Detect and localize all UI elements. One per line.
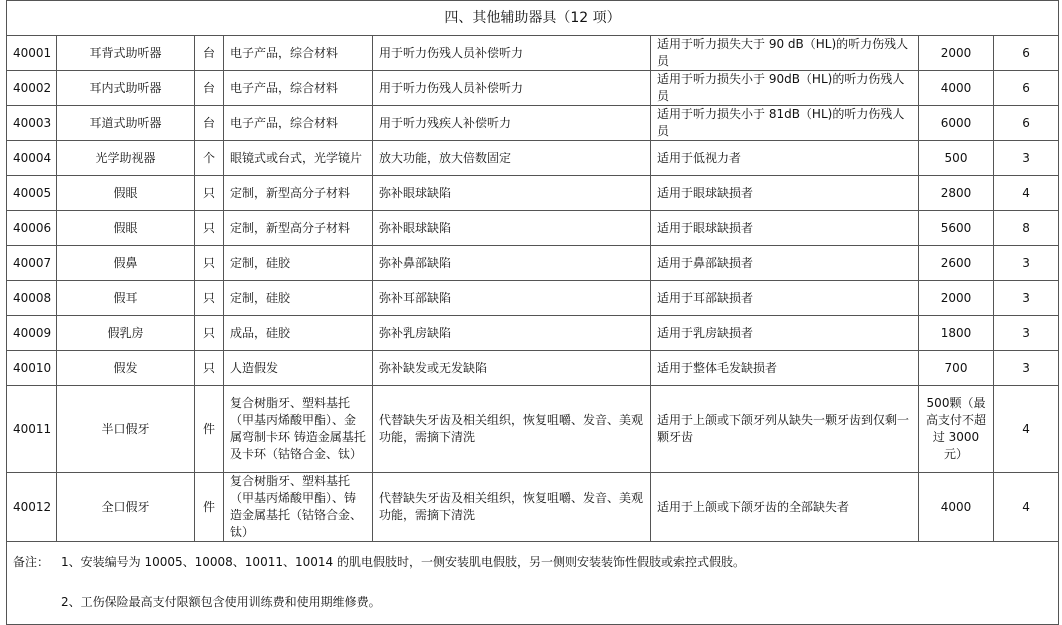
cell-price: 5600 — [919, 211, 994, 246]
table-row — [7, 281, 1059, 316]
cell-function: 用于听力伤残人员补偿听力 — [373, 36, 651, 71]
cell-scope: 适用于乳房缺损者 — [651, 316, 919, 351]
note-line-2 — [13, 594, 1052, 611]
cell-scope: 适用于整体毛发缺损者 — [651, 351, 919, 386]
table-row — [7, 141, 1059, 176]
cell-years: 6 — [994, 36, 1059, 71]
cell-years: 8 — [994, 211, 1059, 246]
cell-years: 6 — [994, 71, 1059, 106]
note-line-1 — [13, 554, 1052, 594]
note-1-text: 1、安装编号为 10005、10008、10011、10014 的肌电假肢时，一侧安装肌电假肢，另一侧则安装装饰性假肢或索控式假肢。 — [61, 555, 745, 569]
cell-material: 电子产品，综合材料 — [224, 71, 373, 106]
table-row — [7, 71, 1059, 106]
cell-function: 代替缺失牙齿及相关组织，恢复咀嚼、发音、美观功能，需摘下清洗 — [373, 386, 651, 473]
cell-code: 40001 — [7, 36, 57, 71]
cell-scope: 适用于上颌或下颌牙齿的全部缺失者 — [651, 473, 919, 542]
cell-scope: 适用于听力损失小于 90dB（HL)的听力伤残人员 — [651, 71, 919, 106]
cell-unit: 件 — [195, 386, 224, 473]
table-row — [7, 211, 1059, 246]
cell-name: 耳背式助听器 — [57, 36, 195, 71]
cell-years: 3 — [994, 316, 1059, 351]
cell-scope: 适用于听力损失大于 90 dB（HL)的听力伤残人员 — [651, 36, 919, 71]
cell-years: 4 — [994, 473, 1059, 542]
cell-name: 假耳 — [57, 281, 195, 316]
cell-name: 假乳房 — [57, 316, 195, 351]
cell-name: 半口假牙 — [57, 386, 195, 473]
cell-code: 40007 — [7, 246, 57, 281]
cell-years: 4 — [994, 176, 1059, 211]
cell-unit: 只 — [195, 281, 224, 316]
cell-material: 定制，新型高分子材料 — [224, 211, 373, 246]
cell-name: 假发 — [57, 351, 195, 386]
cell-price: 2800 — [919, 176, 994, 211]
cell-material: 定制，新型高分子材料 — [224, 176, 373, 211]
cell-name: 全口假牙 — [57, 473, 195, 542]
cell-unit: 台 — [195, 36, 224, 71]
table-row — [7, 351, 1059, 386]
cell-function: 代替缺失牙齿及相关组织，恢复咀嚼、发音、美观功能，需摘下清洗 — [373, 473, 651, 542]
cell-code: 40003 — [7, 106, 57, 141]
cell-unit: 件 — [195, 473, 224, 542]
cell-unit: 台 — [195, 106, 224, 141]
cell-scope: 适用于低视力者 — [651, 141, 919, 176]
cell-scope: 适用于眼球缺损者 — [651, 176, 919, 211]
table-row — [7, 316, 1059, 351]
cell-code: 40006 — [7, 211, 57, 246]
table-row — [7, 106, 1059, 141]
cell-scope: 适用于耳部缺损者 — [651, 281, 919, 316]
cell-name: 假眼 — [57, 211, 195, 246]
cell-price: 1800 — [919, 316, 994, 351]
cell-code: 40012 — [7, 473, 57, 542]
notes-row — [7, 542, 1059, 625]
table-row — [7, 473, 1059, 542]
table-row — [7, 386, 1059, 473]
cell-name: 耳内式助听器 — [57, 71, 195, 106]
cell-price: 2000 — [919, 36, 994, 71]
cell-years: 3 — [994, 141, 1059, 176]
cell-material: 复合树脂牙、塑料基托（甲基丙烯酸甲酯）、铸造金属基托（钴铬合金、钛） — [224, 473, 373, 542]
cell-price: 500颗（最高支付不超过 3000元） — [919, 386, 994, 473]
cell-function: 弥补缺发或无发缺陷 — [373, 351, 651, 386]
notes-label: 备注： — [13, 555, 50, 569]
cell-code: 40008 — [7, 281, 57, 316]
cell-material: 眼镜式或台式，光学镜片 — [224, 141, 373, 176]
cell-code: 40011 — [7, 386, 57, 473]
cell-unit: 只 — [195, 316, 224, 351]
cell-name: 光学助视器 — [57, 141, 195, 176]
cell-material: 定制，硅胶 — [224, 281, 373, 316]
cell-scope: 适用于上颌或下颌牙列从缺失一颗牙齿到仅剩一颗牙齿 — [651, 386, 919, 473]
cell-unit: 只 — [195, 211, 224, 246]
cell-name: 耳道式助听器 — [57, 106, 195, 141]
cell-function: 放大功能，放大倍数固定 — [373, 141, 651, 176]
cell-scope: 适用于鼻部缺损者 — [651, 246, 919, 281]
cell-unit: 只 — [195, 176, 224, 211]
cell-function: 弥补眼球缺陷 — [373, 176, 651, 211]
cell-price: 2600 — [919, 246, 994, 281]
cell-unit: 个 — [195, 141, 224, 176]
document — [6, 0, 1058, 625]
cell-function: 弥补眼球缺陷 — [373, 211, 651, 246]
cell-price: 4000 — [919, 473, 994, 542]
cell-function: 弥补耳部缺陷 — [373, 281, 651, 316]
cell-years: 3 — [994, 281, 1059, 316]
cell-unit: 台 — [195, 71, 224, 106]
cell-code: 40004 — [7, 141, 57, 176]
cell-price: 6000 — [919, 106, 994, 141]
cell-material: 成品，硅胶 — [224, 316, 373, 351]
table-row — [7, 246, 1059, 281]
cell-scope: 适用于眼球缺损者 — [651, 211, 919, 246]
table-title: 四、其他辅助器具（12 项） — [7, 1, 1059, 36]
table-row — [7, 36, 1059, 71]
table-row — [7, 176, 1059, 211]
cell-price: 700 — [919, 351, 994, 386]
cell-material: 电子产品，综合材料 — [224, 36, 373, 71]
cell-function: 用于听力残疾人补偿听力 — [373, 106, 651, 141]
cell-price: 4000 — [919, 71, 994, 106]
cell-unit: 只 — [195, 351, 224, 386]
cell-function: 弥补乳房缺陷 — [373, 316, 651, 351]
cell-code: 40005 — [7, 176, 57, 211]
cell-code: 40010 — [7, 351, 57, 386]
cell-scope: 适用于听力损失小于 81dB（HL)的听力伤残人员 — [651, 106, 919, 141]
table-title-row — [7, 1, 1059, 36]
cell-code: 40009 — [7, 316, 57, 351]
cell-years: 6 — [994, 106, 1059, 141]
cell-years: 3 — [994, 246, 1059, 281]
cell-material: 电子产品，综合材料 — [224, 106, 373, 141]
cell-price: 500 — [919, 141, 994, 176]
cell-name: 假鼻 — [57, 246, 195, 281]
cell-unit: 只 — [195, 246, 224, 281]
cell-material: 定制，硅胶 — [224, 246, 373, 281]
cell-years: 4 — [994, 386, 1059, 473]
cell-name: 假眼 — [57, 176, 195, 211]
note-2-text: 2、工伤保险最高支付限额包含使用训练费和使用期维修费。 — [61, 595, 381, 609]
cell-function: 弥补鼻部缺陷 — [373, 246, 651, 281]
cell-price: 2000 — [919, 281, 994, 316]
assistive-devices-table — [6, 0, 1059, 625]
cell-years: 3 — [994, 351, 1059, 386]
cell-function: 用于听力伤残人员补偿听力 — [373, 71, 651, 106]
cell-code: 40002 — [7, 71, 57, 106]
cell-material: 人造假发 — [224, 351, 373, 386]
notes-cell — [7, 542, 1059, 625]
cell-material: 复合树脂牙、塑料基托（甲基丙烯酸甲酯）、金属弯制卡环 铸造金属基托及卡环（钴铬合金、钛） — [224, 386, 373, 473]
